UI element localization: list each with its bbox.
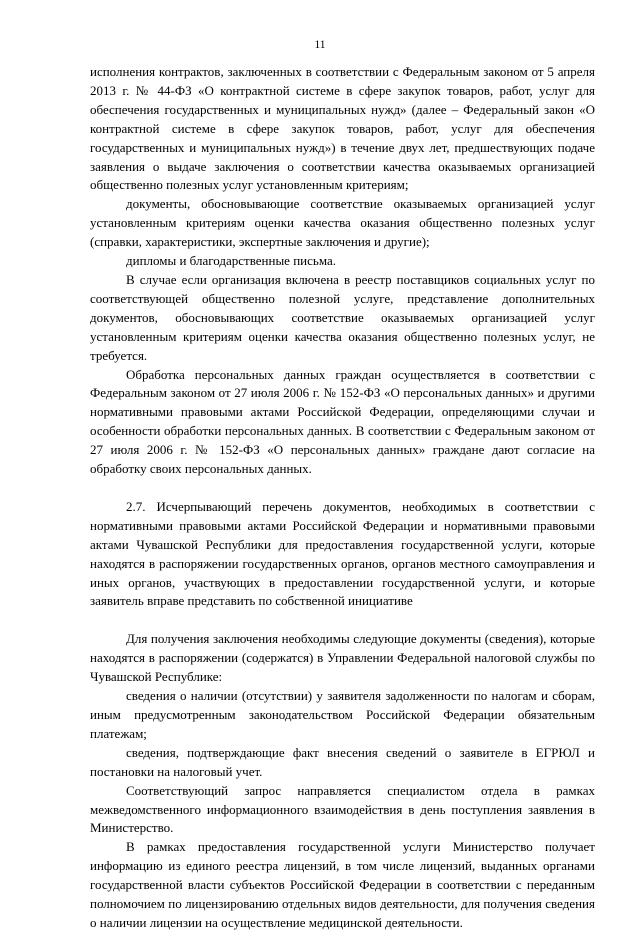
document-body	[90, 63, 595, 933]
page-number: 11	[314, 39, 326, 51]
paragraph-egrul: сведения, подтверждающие факт внесения сведений о заявителе в ЕГРЮЛ и постановки на налоговый учет.	[90, 744, 595, 779]
paragraph-required-documents: Для получения заключения необходимы следующие документы (сведения), которые находятся в распоряжении (содержатся) в Управлении Федеральной налоговой службы по Чувашской Республике:	[90, 631, 595, 685]
paragraph-registry: В случае если организация включена в реестр поставщиков социальных услуг по соответствующей общественно полезной услуге, представление дополнительных документов, обосновывающих соответствие оказываемых организацией услуг установленным критериям оценки качества оказания общественно полезных услуг, не требуется.	[90, 271, 595, 363]
paragraph-continuation: исполнения контрактов, заключенных в соответствии с Федеральным законом от 5 апреля 2013 г. № 44-ФЗ «О контрактной системе в сфере закупок товаров, работ, услуг для обеспечения государственных и муниципальных нужд» (далее – Федеральный закон «О контрактной системе в сфере закупок товаров, работ, услуг для обеспечения государственных и муниципальных нужд») в течение двух лет, предшествующих подаче заявления о выдаче заключения о соответствии качества оказываемых организацией общественно полезных услуг установленным критериям;	[90, 64, 595, 193]
paragraph-tax-debt: сведения о наличии (отсутствии) у заявителя задолженности по налогам и сборам, иным предусмотренным законодательством Российской Федерации обязательным платежам;	[90, 688, 595, 741]
paragraph-documents-criteria: документы, обосновывающие соответствие оказываемых организацией услуг установленным критериям оценки качества оказания общественно полезных услуг (справки, характеристики, экспертные заключения и другие);	[90, 196, 595, 250]
paragraph-diplomas: дипломы и благодарственные письма.	[126, 253, 336, 269]
paragraph-interagency-request: Соответствующий запрос направляется специалистом отдела в рамках межведомственного информационного взаимодействия в день поступления заявления в Министерство.	[90, 782, 595, 836]
paragraph-personal-data: Обработка персональных данных граждан осуществляется в соответствии с Федеральным законом от 27 июля 2006 г. № 152-ФЗ «О персональных данных» и другими нормативными правовыми актами Российской Федерации, определяющими случаи и особенности обработки персональных данных. В соответствии с Федеральным законом от 27 июля 2006 г. № 152-ФЗ «О персональных данных» граждане дают согласие на обработку своих персональных данных.	[90, 366, 595, 477]
section-2-7-heading: 2.7. Исчерпывающий перечень документов, необходимых в соответствии с нормативными правовыми актами Российской Федерации и нормативными правовыми актами Чувашской Республики для предоставления государственной услуги, которые находятся в распоряжении государственных органов, органов местного самоуправления и иных органов, участвующих в предоставлении государственной услуги, и которые заявитель вправе представить по собственной инициативе	[90, 498, 595, 609]
paragraph-license-registry: В рамках предоставления государственной услуги Министерство получает информацию из единого реестра лицензий, в том числе лицензий, выданных органами государственной власти субъектов Российской Федерации в соответствии с переданным полномочием по лицензированию отдельных видов деятельности, для получения сведения о наличии лицензии на осуществление медицинской деятельности.	[90, 839, 595, 930]
